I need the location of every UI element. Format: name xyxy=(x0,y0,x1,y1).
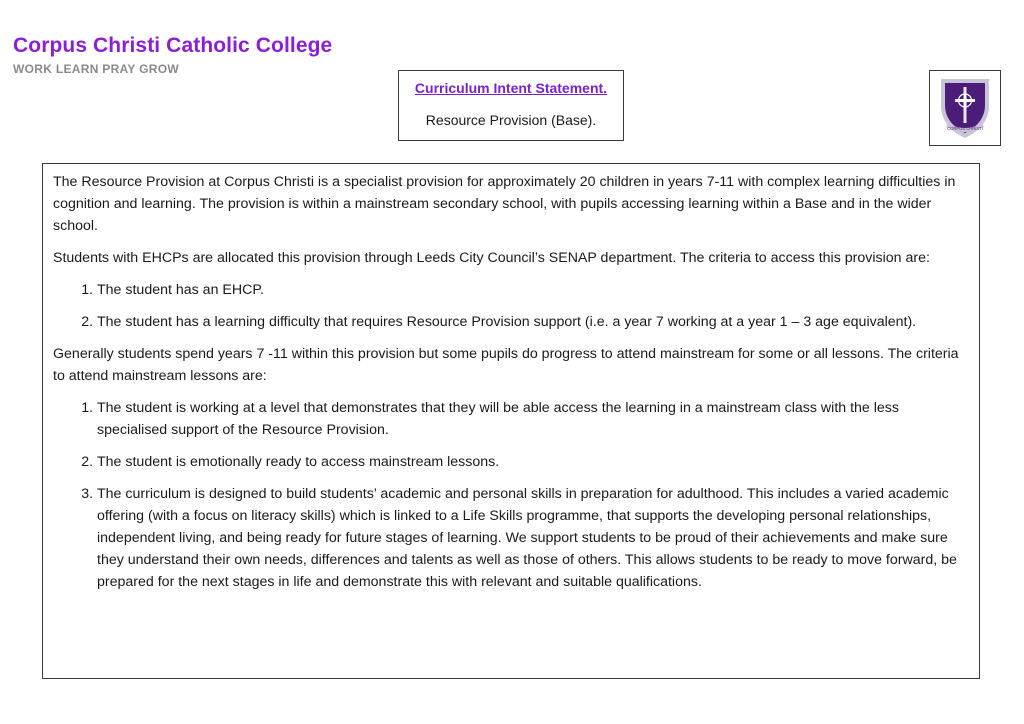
access-paragraph: Students with EHCPs are allocated this provision through Leeds City Council’s SENAP department. The criteria to access this provision are: xyxy=(53,250,930,266)
access-criteria-list xyxy=(53,279,969,333)
mainstream-paragraph: Generally students spend years 7 -11 within this provision but some pupils do progress to attend mainstream for some or all lessons. The criteria to attend mainstream lessons are: xyxy=(53,346,959,384)
title-box xyxy=(398,70,624,141)
document-subheading: Resource Provision (Base). xyxy=(425,112,597,128)
svg-text:CORPUS CHRISTI: CORPUS CHRISTI xyxy=(947,126,983,131)
mainstream-criteria-list xyxy=(53,397,969,593)
content-box xyxy=(42,163,980,679)
list-item: 2. The student has a learning difficulty that requires Resource Provision support (i.e. a year 7 working at a year 1 – 3 age equivalent). xyxy=(97,311,969,333)
list-item: 3. The curriculum is designed to build students’ academic and personal skills in preparation for adulthood. This includes a varied academic offering (with a focus on literacy skills) which is linked to a Life Skills programme, that supports the developing personal relationships, independent living, and being ready for future stages of learning. We support students to be proud of their achievements and make sure they understand their own needs, differences and talents as well as those of others. This allows students to be ready to move forward, be prepared for the next stages in life and demonstrate this with relevant and suitable qualifications. xyxy=(97,483,969,593)
intro-paragraph: The Resource Provision at Corpus Christi is a specialist provision for approximately 20 children in years 7-11 with complex learning difficulties in cognition and learning. The provision is within a mainstream secondary school, with pupils accessing learning within a Base and in the wider school. xyxy=(53,174,956,234)
list-item: 1. The student is working at a level that demonstrates that they will be able access the learning in a mainstream class with the less specialised support of the Resource Provision. xyxy=(97,397,969,441)
document-heading: Curriculum Intent Statement. xyxy=(414,80,608,96)
school-crest-icon xyxy=(937,75,993,141)
school-name: Corpus Christi Catholic College xyxy=(13,34,333,57)
school-motto: WORK LEARN PRAY GROW xyxy=(13,62,180,76)
list-item: 1. The student has an EHCP. xyxy=(97,279,969,301)
crest-box xyxy=(929,70,1001,146)
list-item: 2. The student is emotionally ready to access mainstream lessons. xyxy=(97,451,969,473)
